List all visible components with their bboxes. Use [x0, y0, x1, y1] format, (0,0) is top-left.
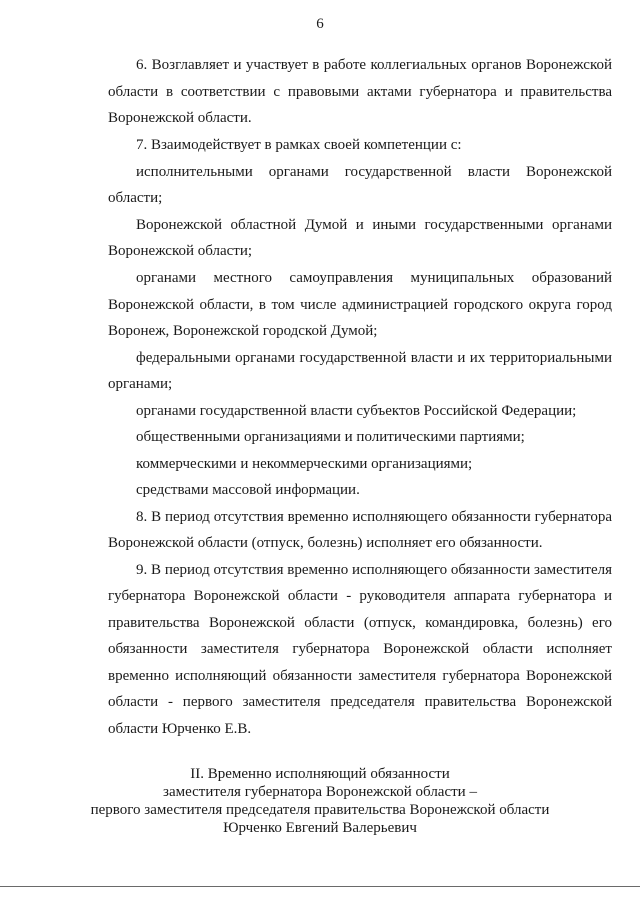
- section-heading-line: первого заместителя председателя правительства Воронежской области: [90, 802, 550, 818]
- body-line: Воронежской области, в том числе администрацией городского округа город: [108, 297, 612, 313]
- body-line: органами;: [108, 376, 173, 392]
- body-line: коммерческими и некоммерческими организациями;: [136, 456, 473, 472]
- page-number: 6: [316, 16, 324, 32]
- body-line: федеральными органами государственной власти и их территориальными: [136, 350, 612, 366]
- body-line: временно исполняющий обязанности заместителя губернатора Воронежской: [108, 668, 612, 684]
- body-line: обязанности заместителя губернатора Воронежской области исполняет: [108, 641, 612, 657]
- body-line: Воронежской области.: [108, 110, 252, 126]
- body-line: органами государственной власти субъектов Российской Федерации;: [136, 403, 577, 419]
- body-line: общественными организациями и политическими партиями;: [136, 429, 525, 445]
- body-line: правительства Воронежской области (отпуск, командировка, болезнь) его: [108, 615, 612, 631]
- body-line: губернатора Воронежской области - руководителя аппарата губернатора и: [108, 588, 612, 604]
- body-line: Воронежской областной Думой и иными государственными органами: [136, 217, 612, 233]
- section-heading-line: заместителя губернатора Воронежской области –: [163, 784, 477, 800]
- body-line: Воронежской области;: [108, 243, 253, 259]
- body-line: области - первого заместителя председателя правительства Воронежской: [108, 694, 612, 710]
- section-heading-line: II. Временно исполняющий обязанности: [190, 766, 450, 782]
- body-line: органами местного самоуправления муниципальных образований: [136, 270, 612, 286]
- body-line: области в соответствии с правовыми актами губернатора и правительства: [108, 84, 612, 100]
- body-line: средствами массовой информации.: [136, 482, 360, 498]
- body-line: 6. Возглавляет и участвует в работе коллегиальных органов Воронежской: [136, 57, 612, 73]
- section-heading-line: Юрченко Евгений Валерьевич: [223, 820, 417, 836]
- body-line: Воронеж, Воронежской городской Думой;: [108, 323, 378, 339]
- body-line: 8. В период отсутствия временно исполняющего обязанности губернатора: [136, 509, 612, 525]
- body-line: 7. Взаимодействует в рамках своей компетенции с:: [136, 137, 462, 153]
- page-bottom-rule: [0, 886, 640, 887]
- body-line: области;: [108, 190, 163, 206]
- body-line: области Юрченко Е.В.: [108, 721, 252, 737]
- body-line: исполнительными органами государственной власти Воронежской: [136, 164, 612, 180]
- body-line: Воронежской области (отпуск, болезнь) исполняет его обязанности.: [108, 535, 543, 551]
- body-line: 9. В период отсутствия временно исполняющего обязанности заместителя: [136, 562, 612, 578]
